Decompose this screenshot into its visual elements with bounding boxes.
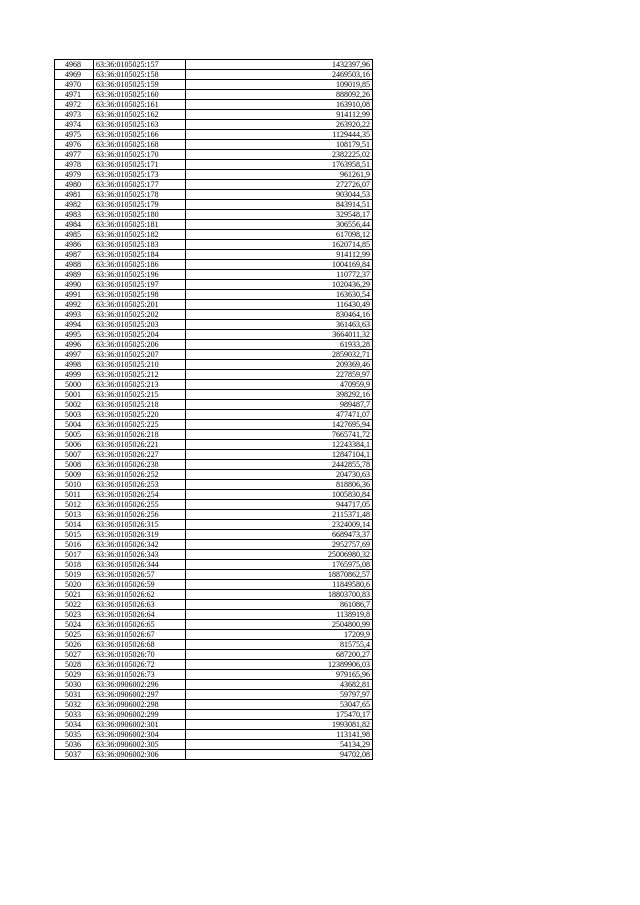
cadastral-number-cell: 63:36:0105025:220 bbox=[94, 410, 186, 420]
row-number-cell: 4970 bbox=[55, 80, 94, 90]
table-row bbox=[55, 500, 373, 510]
cadastral-number-cell: 63:36:0105025:163 bbox=[94, 120, 186, 130]
table-row bbox=[55, 600, 373, 610]
cadastral-value-cell: 113141,98 bbox=[186, 730, 373, 740]
cadastral-value-cell: 888092,26 bbox=[186, 90, 373, 100]
cadastral-value-cell: 361463,63 bbox=[186, 320, 373, 330]
table-row bbox=[55, 320, 373, 330]
cadastral-value-cell: 11849580,6 bbox=[186, 580, 373, 590]
table-row bbox=[55, 560, 373, 570]
table-row bbox=[55, 670, 373, 680]
cadastral-value-cell: 12243384,1 bbox=[186, 440, 373, 450]
cadastral-value-cell: 914112,99 bbox=[186, 110, 373, 120]
cadastral-value-cell: 3664011,32 bbox=[186, 330, 373, 340]
row-number-cell: 5023 bbox=[55, 610, 94, 620]
table-row bbox=[55, 690, 373, 700]
row-number-cell: 5032 bbox=[55, 700, 94, 710]
cadastral-value-table bbox=[54, 59, 373, 760]
row-number-cell: 5037 bbox=[55, 750, 94, 760]
cadastral-number-cell: 63:36:0105025:213 bbox=[94, 380, 186, 390]
cadastral-value-cell: 110772,37 bbox=[186, 270, 373, 280]
row-number-cell: 5019 bbox=[55, 570, 94, 580]
row-number-cell: 5036 bbox=[55, 740, 94, 750]
row-number-cell: 4969 bbox=[55, 70, 94, 80]
cadastral-value-cell: 1129444,35 bbox=[186, 130, 373, 140]
cadastral-value-cell: 1763958,51 bbox=[186, 160, 373, 170]
table-row bbox=[55, 270, 373, 280]
table-row bbox=[55, 440, 373, 450]
row-number-cell: 4979 bbox=[55, 170, 94, 180]
row-number-cell: 5008 bbox=[55, 460, 94, 470]
cadastral-number-cell: 63:36:0105026:256 bbox=[94, 510, 186, 520]
cadastral-value-cell: 2324009,14 bbox=[186, 520, 373, 530]
table-body bbox=[55, 60, 373, 760]
row-number-cell: 4976 bbox=[55, 140, 94, 150]
cadastral-value-cell: 163910,08 bbox=[186, 100, 373, 110]
cadastral-value-cell: 12847104,1 bbox=[186, 450, 373, 460]
table-row bbox=[55, 420, 373, 430]
cadastral-number-cell: 63:36:0105025:203 bbox=[94, 320, 186, 330]
row-number-cell: 4993 bbox=[55, 310, 94, 320]
table-row bbox=[55, 220, 373, 230]
table-row bbox=[55, 70, 373, 80]
row-number-cell: 5012 bbox=[55, 500, 94, 510]
row-number-cell: 4990 bbox=[55, 280, 94, 290]
cadastral-value-cell: 470959,9 bbox=[186, 380, 373, 390]
row-number-cell: 4994 bbox=[55, 320, 94, 330]
cadastral-value-cell: 1427695,94 bbox=[186, 420, 373, 430]
cadastral-value-cell: 617098,12 bbox=[186, 230, 373, 240]
row-number-cell: 4984 bbox=[55, 220, 94, 230]
cadastral-value-cell: 2859032,71 bbox=[186, 350, 373, 360]
cadastral-number-cell: 63:36:0105025:180 bbox=[94, 210, 186, 220]
cadastral-number-cell: 63:36:0105025:168 bbox=[94, 140, 186, 150]
cadastral-number-cell: 63:36:0105025:161 bbox=[94, 100, 186, 110]
table-row bbox=[55, 180, 373, 190]
table-row bbox=[55, 620, 373, 630]
table-row bbox=[55, 580, 373, 590]
cadastral-number-cell: 63:36:0906002:298 bbox=[94, 700, 186, 710]
row-number-cell: 5010 bbox=[55, 480, 94, 490]
table-row bbox=[55, 700, 373, 710]
row-number-cell: 4999 bbox=[55, 370, 94, 380]
cadastral-number-cell: 63:36:0105025:184 bbox=[94, 250, 186, 260]
table-row bbox=[55, 510, 373, 520]
row-number-cell: 4986 bbox=[55, 240, 94, 250]
cadastral-value-cell: 53047,65 bbox=[186, 700, 373, 710]
cadastral-value-cell: 1004169,84 bbox=[186, 260, 373, 270]
cadastral-value-cell: 1138919,8 bbox=[186, 610, 373, 620]
cadastral-number-cell: 63:36:0105025:157 bbox=[94, 60, 186, 70]
row-number-cell: 4980 bbox=[55, 180, 94, 190]
table-row bbox=[55, 540, 373, 550]
row-number-cell: 4968 bbox=[55, 60, 94, 70]
cadastral-number-cell: 63:36:0105026:70 bbox=[94, 650, 186, 660]
cadastral-value-cell: 163630,54 bbox=[186, 290, 373, 300]
row-number-cell: 5004 bbox=[55, 420, 94, 430]
table-row bbox=[55, 570, 373, 580]
cadastral-value-cell: 815755,4 bbox=[186, 640, 373, 650]
table-row bbox=[55, 410, 373, 420]
cadastral-number-cell: 63:36:0105025:181 bbox=[94, 220, 186, 230]
row-number-cell: 4985 bbox=[55, 230, 94, 240]
cadastral-number-cell: 63:36:0105026:68 bbox=[94, 640, 186, 650]
table-row bbox=[55, 260, 373, 270]
table-row bbox=[55, 330, 373, 340]
row-number-cell: 5011 bbox=[55, 490, 94, 500]
row-number-cell: 5005 bbox=[55, 430, 94, 440]
table-row bbox=[55, 530, 373, 540]
cadastral-value-cell: 109019,85 bbox=[186, 80, 373, 90]
cadastral-number-cell: 63:36:0105025:207 bbox=[94, 350, 186, 360]
table-row bbox=[55, 730, 373, 740]
table-row bbox=[55, 490, 373, 500]
cadastral-number-cell: 63:36:0105025:196 bbox=[94, 270, 186, 280]
cadastral-number-cell: 63:36:0105026:64 bbox=[94, 610, 186, 620]
row-number-cell: 5016 bbox=[55, 540, 94, 550]
row-number-cell: 4996 bbox=[55, 340, 94, 350]
cadastral-number-cell: 63:36:0105026:319 bbox=[94, 530, 186, 540]
table-row bbox=[55, 460, 373, 470]
cadastral-value-cell: 2382225,02 bbox=[186, 150, 373, 160]
cadastral-number-cell: 63:36:0105026:255 bbox=[94, 500, 186, 510]
row-number-cell: 4977 bbox=[55, 150, 94, 160]
cadastral-number-cell: 63:36:0105025:225 bbox=[94, 420, 186, 430]
row-number-cell: 4997 bbox=[55, 350, 94, 360]
table-row bbox=[55, 230, 373, 240]
cadastral-value-cell: 209369,46 bbox=[186, 360, 373, 370]
row-number-cell: 4989 bbox=[55, 270, 94, 280]
table-row bbox=[55, 310, 373, 320]
cadastral-number-cell: 63:36:0906002:304 bbox=[94, 730, 186, 740]
cadastral-value-cell: 1005830,84 bbox=[186, 490, 373, 500]
row-number-cell: 5034 bbox=[55, 720, 94, 730]
cadastral-number-cell: 63:36:0906002:299 bbox=[94, 710, 186, 720]
cadastral-value-cell: 2504800,99 bbox=[186, 620, 373, 630]
row-number-cell: 4992 bbox=[55, 300, 94, 310]
table-row bbox=[55, 350, 373, 360]
table-row bbox=[55, 250, 373, 260]
cadastral-value-cell: 1432397,96 bbox=[186, 60, 373, 70]
row-number-cell: 5013 bbox=[55, 510, 94, 520]
table-row bbox=[55, 340, 373, 350]
table-row bbox=[55, 400, 373, 410]
table-row bbox=[55, 280, 373, 290]
table-row bbox=[55, 110, 373, 120]
row-number-cell: 5002 bbox=[55, 400, 94, 410]
cadastral-value-cell: 477471,07 bbox=[186, 410, 373, 420]
cadastral-number-cell: 63:36:0105025:166 bbox=[94, 130, 186, 140]
cadastral-value-cell: 6689473,37 bbox=[186, 530, 373, 540]
cadastral-number-cell: 63:36:0105025:201 bbox=[94, 300, 186, 310]
row-number-cell: 5029 bbox=[55, 670, 94, 680]
cadastral-value-cell: 861086,7 bbox=[186, 600, 373, 610]
table-row bbox=[55, 660, 373, 670]
table-row bbox=[55, 300, 373, 310]
table-row bbox=[55, 710, 373, 720]
cadastral-number-cell: 63:36:0105026:63 bbox=[94, 600, 186, 610]
table-row bbox=[55, 360, 373, 370]
table-row bbox=[55, 390, 373, 400]
cadastral-number-cell: 63:36:0105026:343 bbox=[94, 550, 186, 560]
cadastral-value-cell: 116430,49 bbox=[186, 300, 373, 310]
row-number-cell: 5018 bbox=[55, 560, 94, 570]
row-number-cell: 5033 bbox=[55, 710, 94, 720]
cadastral-number-cell: 63:36:0105026:59 bbox=[94, 580, 186, 590]
cadastral-number-cell: 63:36:0105026:73 bbox=[94, 670, 186, 680]
cadastral-number-cell: 63:36:0105025:160 bbox=[94, 90, 186, 100]
row-number-cell: 5009 bbox=[55, 470, 94, 480]
cadastral-value-cell: 398292,16 bbox=[186, 390, 373, 400]
row-number-cell: 4983 bbox=[55, 210, 94, 220]
cadastral-number-cell: 63:36:0105025:158 bbox=[94, 70, 186, 80]
cadastral-number-cell: 63:36:0105025:171 bbox=[94, 160, 186, 170]
table-row bbox=[55, 750, 373, 760]
cadastral-number-cell: 63:36:0105026:315 bbox=[94, 520, 186, 530]
cadastral-value-cell: 2115371,48 bbox=[186, 510, 373, 520]
cadastral-number-cell: 63:36:0105025:179 bbox=[94, 200, 186, 210]
table-row bbox=[55, 430, 373, 440]
cadastral-number-cell: 63:36:0105026:342 bbox=[94, 540, 186, 550]
table-row bbox=[55, 100, 373, 110]
row-number-cell: 5001 bbox=[55, 390, 94, 400]
row-number-cell: 4998 bbox=[55, 360, 94, 370]
cadastral-number-cell: 63:36:0105025:178 bbox=[94, 190, 186, 200]
table-row bbox=[55, 240, 373, 250]
cadastral-value-cell: 329548,17 bbox=[186, 210, 373, 220]
cadastral-value-cell: 961261,9 bbox=[186, 170, 373, 180]
row-number-cell: 5022 bbox=[55, 600, 94, 610]
cadastral-number-cell: 63:36:0105026:253 bbox=[94, 480, 186, 490]
row-number-cell: 4991 bbox=[55, 290, 94, 300]
row-number-cell: 5035 bbox=[55, 730, 94, 740]
cadastral-value-cell: 94702,08 bbox=[186, 750, 373, 760]
table-row bbox=[55, 130, 373, 140]
row-number-cell: 4981 bbox=[55, 190, 94, 200]
cadastral-number-cell: 63:36:0105026:252 bbox=[94, 470, 186, 480]
table-row bbox=[55, 720, 373, 730]
cadastral-value-cell: 108179,51 bbox=[186, 140, 373, 150]
table-row bbox=[55, 200, 373, 210]
cadastral-value-cell: 59797,97 bbox=[186, 690, 373, 700]
cadastral-number-cell: 63:36:0105025:173 bbox=[94, 170, 186, 180]
cadastral-value-cell: 989487,7 bbox=[186, 400, 373, 410]
row-number-cell: 4987 bbox=[55, 250, 94, 260]
table-row bbox=[55, 60, 373, 70]
cadastral-number-cell: 63:36:0906002:305 bbox=[94, 740, 186, 750]
cadastral-number-cell: 63:36:0105026:65 bbox=[94, 620, 186, 630]
row-number-cell: 5028 bbox=[55, 660, 94, 670]
table-row bbox=[55, 550, 373, 560]
row-number-cell: 4988 bbox=[55, 260, 94, 270]
row-number-cell: 5014 bbox=[55, 520, 94, 530]
cadastral-number-cell: 63:36:0105025:177 bbox=[94, 180, 186, 190]
cadastral-number-cell: 63:36:0105026:238 bbox=[94, 460, 186, 470]
table-row bbox=[55, 290, 373, 300]
table-row bbox=[55, 520, 373, 530]
cadastral-value-cell: 12389906,03 bbox=[186, 660, 373, 670]
cadastral-number-cell: 63:36:0105026:221 bbox=[94, 440, 186, 450]
cadastral-value-cell: 1765975,08 bbox=[186, 560, 373, 570]
cadastral-value-cell: 7665741,72 bbox=[186, 430, 373, 440]
cadastral-value-cell: 43682,81 bbox=[186, 680, 373, 690]
cadastral-value-cell: 18870862,57 bbox=[186, 570, 373, 580]
cadastral-value-cell: 2442855,78 bbox=[186, 460, 373, 470]
cadastral-number-cell: 63:36:0105025:162 bbox=[94, 110, 186, 120]
table-row bbox=[55, 480, 373, 490]
row-number-cell: 4972 bbox=[55, 100, 94, 110]
cadastral-number-cell: 63:36:0105025:212 bbox=[94, 370, 186, 380]
cadastral-number-cell: 63:36:0105026:57 bbox=[94, 570, 186, 580]
cadastral-value-cell: 687200,27 bbox=[186, 650, 373, 660]
cadastral-number-cell: 63:36:0906002:306 bbox=[94, 750, 186, 760]
cadastral-value-cell: 2952757,69 bbox=[186, 540, 373, 550]
cadastral-number-cell: 63:36:0105025:202 bbox=[94, 310, 186, 320]
cadastral-number-cell: 63:36:0105025:218 bbox=[94, 400, 186, 410]
cadastral-number-cell: 63:36:0105025:206 bbox=[94, 340, 186, 350]
cadastral-value-cell: 175470,17 bbox=[186, 710, 373, 720]
cadastral-value-cell: 843914,51 bbox=[186, 200, 373, 210]
cadastral-value-cell: 54134,29 bbox=[186, 740, 373, 750]
table-row bbox=[55, 80, 373, 90]
cadastral-value-cell: 263920,22 bbox=[186, 120, 373, 130]
cadastral-value-cell: 204730,63 bbox=[186, 470, 373, 480]
cadastral-value-cell: 979165,96 bbox=[186, 670, 373, 680]
cadastral-value-cell: 914112,99 bbox=[186, 250, 373, 260]
cadastral-value-cell: 272726,07 bbox=[186, 180, 373, 190]
cadastral-value-cell: 306556,44 bbox=[186, 220, 373, 230]
cadastral-value-cell: 1993081,82 bbox=[186, 720, 373, 730]
cadastral-value-cell: 25006980,32 bbox=[186, 550, 373, 560]
cadastral-value-cell: 1020436,29 bbox=[186, 280, 373, 290]
cadastral-number-cell: 63:36:0105026:218 bbox=[94, 430, 186, 440]
table-row bbox=[55, 650, 373, 660]
cadastral-number-cell: 63:36:0105025:159 bbox=[94, 80, 186, 90]
cadastral-value-cell: 944717,05 bbox=[186, 500, 373, 510]
table-row bbox=[55, 610, 373, 620]
cadastral-value-cell: 17209,9 bbox=[186, 630, 373, 640]
table-row bbox=[55, 370, 373, 380]
row-number-cell: 5006 bbox=[55, 440, 94, 450]
row-number-cell: 5026 bbox=[55, 640, 94, 650]
row-number-cell: 4978 bbox=[55, 160, 94, 170]
cadastral-number-cell: 63:36:0906002:297 bbox=[94, 690, 186, 700]
table-row bbox=[55, 380, 373, 390]
row-number-cell: 4974 bbox=[55, 120, 94, 130]
row-number-cell: 5007 bbox=[55, 450, 94, 460]
table-row bbox=[55, 170, 373, 180]
cadastral-number-cell: 63:36:0105025:198 bbox=[94, 290, 186, 300]
cadastral-number-cell: 63:36:0105025:170 bbox=[94, 150, 186, 160]
table-row bbox=[55, 630, 373, 640]
cadastral-number-cell: 63:36:0105026:62 bbox=[94, 590, 186, 600]
cadastral-number-cell: 63:36:0105025:182 bbox=[94, 230, 186, 240]
row-number-cell: 5000 bbox=[55, 380, 94, 390]
cadastral-number-cell: 63:36:0105025:183 bbox=[94, 240, 186, 250]
cadastral-number-cell: 63:36:0105025:215 bbox=[94, 390, 186, 400]
cadastral-number-cell: 63:36:0105026:67 bbox=[94, 630, 186, 640]
row-number-cell: 4982 bbox=[55, 200, 94, 210]
cadastral-number-cell: 63:36:0105026:254 bbox=[94, 490, 186, 500]
row-number-cell: 5030 bbox=[55, 680, 94, 690]
cadastral-value-cell: 227859,97 bbox=[186, 370, 373, 380]
row-number-cell: 5025 bbox=[55, 630, 94, 640]
cadastral-value-cell: 1620714,85 bbox=[186, 240, 373, 250]
cadastral-value-cell: 903044,53 bbox=[186, 190, 373, 200]
cadastral-number-cell: 63:36:0105026:344 bbox=[94, 560, 186, 570]
cadastral-number-cell: 63:36:0105025:186 bbox=[94, 260, 186, 270]
row-number-cell: 5027 bbox=[55, 650, 94, 660]
cadastral-number-cell: 63:36:0105026:72 bbox=[94, 660, 186, 670]
table-row bbox=[55, 160, 373, 170]
row-number-cell: 4975 bbox=[55, 130, 94, 140]
row-number-cell: 5031 bbox=[55, 690, 94, 700]
cadastral-number-cell: 63:36:0105025:197 bbox=[94, 280, 186, 290]
table-row bbox=[55, 450, 373, 460]
row-number-cell: 4995 bbox=[55, 330, 94, 340]
row-number-cell: 5017 bbox=[55, 550, 94, 560]
cadastral-value-cell: 18803700,83 bbox=[186, 590, 373, 600]
cadastral-number-cell: 63:36:0105025:210 bbox=[94, 360, 186, 370]
table-row bbox=[55, 190, 373, 200]
cadastral-value-cell: 830464,16 bbox=[186, 310, 373, 320]
cadastral-number-cell: 63:36:0105026:227 bbox=[94, 450, 186, 460]
row-number-cell: 5020 bbox=[55, 580, 94, 590]
table-row bbox=[55, 120, 373, 130]
table-row bbox=[55, 90, 373, 100]
cadastral-value-cell: 61933,28 bbox=[186, 340, 373, 350]
table-row bbox=[55, 470, 373, 480]
table-row bbox=[55, 140, 373, 150]
row-number-cell: 4973 bbox=[55, 110, 94, 120]
row-number-cell: 5003 bbox=[55, 410, 94, 420]
row-number-cell: 5021 bbox=[55, 590, 94, 600]
row-number-cell: 5015 bbox=[55, 530, 94, 540]
table-row bbox=[55, 680, 373, 690]
cadastral-number-cell: 63:36:0906002:296 bbox=[94, 680, 186, 690]
cadastral-value-cell: 818806,36 bbox=[186, 480, 373, 490]
cadastral-value-cell: 2469503,16 bbox=[186, 70, 373, 80]
table-row bbox=[55, 640, 373, 650]
table-row bbox=[55, 150, 373, 160]
cadastral-number-cell: 63:36:0105025:204 bbox=[94, 330, 186, 340]
row-number-cell: 5024 bbox=[55, 620, 94, 630]
table-row bbox=[55, 740, 373, 750]
table-row bbox=[55, 210, 373, 220]
row-number-cell: 4971 bbox=[55, 90, 94, 100]
table-row bbox=[55, 590, 373, 600]
cadastral-number-cell: 63:36:0906002:301 bbox=[94, 720, 186, 730]
